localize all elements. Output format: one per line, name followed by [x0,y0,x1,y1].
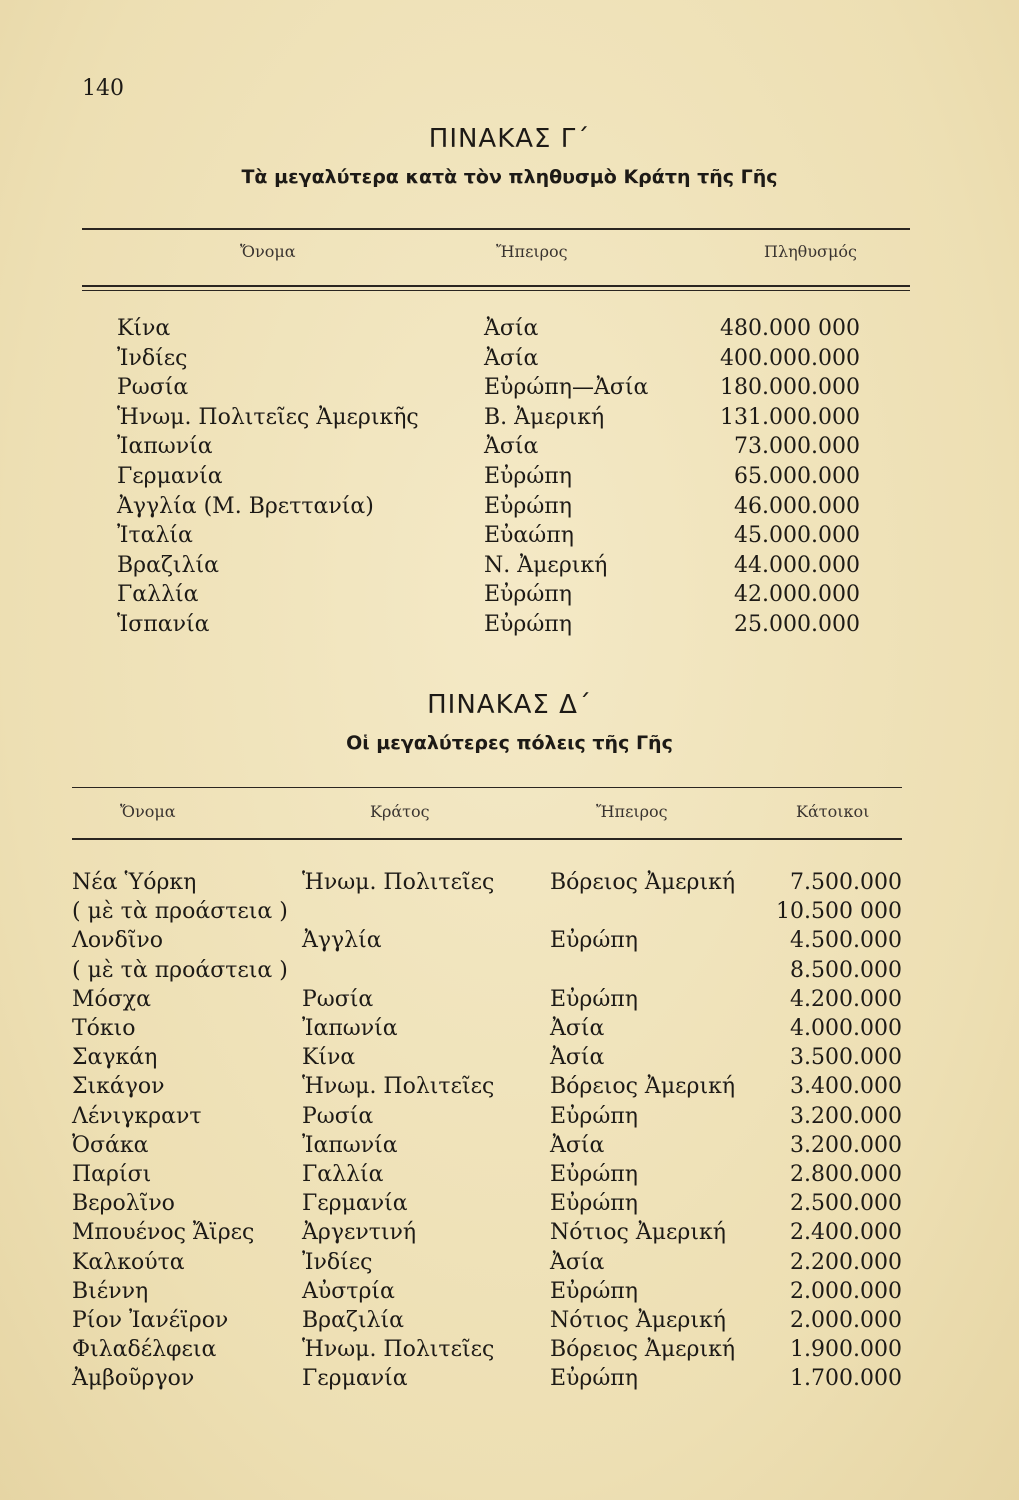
population: 400.000.000 [720,345,860,371]
table-row [0,928,1019,958]
state: Αὐστρία [302,1278,395,1304]
continent: Εὐρώπη [550,1162,638,1187]
table-row [0,899,1019,929]
city-name: Ὀσάκα [72,1132,149,1158]
table-d-header-name: Ὄνομα [120,802,176,821]
table-row [0,987,1019,1017]
continent: Εὐρώπη [484,612,572,637]
continent: Ἀσία [550,1249,605,1275]
population: 480.000 000 [720,316,860,341]
table-g-subtitle: Τὰ μεγαλύτερα κατὰ τὸν πληθυσμὸ Κράτη τῆς Γῆς [241,166,778,188]
population: 42.000.000 [734,582,860,608]
city-name: Ἀμβοῦργον [72,1366,195,1392]
continent: Ἀσία [550,1132,605,1158]
table-row [0,316,1019,346]
inhabitants: 3.200.000 [790,1103,902,1129]
table-g-header-population: Πληθυσμός [764,242,857,261]
inhabitants: 4.200.000 [790,986,902,1012]
state-name: Ἰταλία [117,523,193,549]
state-name: Ἰαπωνία [117,434,213,460]
population: 65.000.000 [734,464,860,489]
city-name: Σαγκάη [72,1045,158,1071]
state-name: Κίνα [117,316,171,341]
continent: Βόρειος Ἀμερική [550,1074,736,1100]
table-row [0,523,1019,553]
table-row [0,1337,1019,1367]
inhabitants: 2.000.000 [790,1308,902,1333]
population: 44.000.000 [734,552,860,578]
table-row [0,1308,1019,1338]
continent: Β. Ἀμερική [484,404,605,430]
table-row [0,1104,1019,1134]
city-name: ( μὲ τὰ προάστεια ) [72,899,288,925]
continent: Βόρειος Ἀμερική [550,1337,736,1363]
table-g-header-rule [82,285,910,287]
city-name: Ρίον Ἰανέϊρον [72,1308,229,1333]
continent: Εὐρώπη [484,464,572,489]
population: 180.000.000 [720,375,860,401]
state: Ἡνωμ. Πολιτεῖες [302,1074,495,1100]
continent: Εὐρώπη [550,1191,638,1217]
table-row [0,553,1019,583]
table-row [0,464,1019,494]
continent: Νότιος Ἀμερική [550,1308,726,1333]
state: Γαλλία [302,1162,384,1187]
table-g-header-rule-thin [82,290,910,291]
continent: Εὐρώπη [484,582,572,608]
state: Ἀργεντινή [302,1220,417,1246]
table-row [0,405,1019,435]
continent: Ἀσία [484,434,539,460]
table-row [0,612,1019,642]
inhabitants: 4.500.000 [790,928,902,954]
continent: Νότιος Ἀμερική [550,1220,726,1246]
table-d-subtitle: Οἱ μεγαλύτερες πόλεις τῆς Γῆς [346,732,673,754]
table-row [0,1162,1019,1192]
table-row [0,1366,1019,1396]
state: Βραζιλία [302,1308,404,1333]
city-name: Βιέννη [72,1278,149,1304]
city-name: Βερολῖνο [72,1191,175,1217]
city-name: Καλκούτα [72,1249,185,1275]
inhabitants: 1.700.000 [790,1366,902,1392]
state-name: Ἱσπανία [117,612,210,637]
table-row [0,1045,1019,1075]
state-name: Γαλλία [117,582,199,608]
state: Ρωσία [302,986,374,1012]
continent: Βόρειος Ἀμερική [550,870,736,895]
table-row [0,346,1019,376]
table-row [0,958,1019,988]
continent: Εὐρώπη [484,493,572,519]
state: Ἰαπωνία [302,1132,398,1158]
city-name: Σικάγον [72,1074,165,1100]
table-d-header-inhabitants: Κάτοικοι [796,802,870,821]
continent: Εὐρώπη [550,928,638,954]
city-name: Λονδῖνο [72,928,163,954]
state: Γερμανία [302,1191,408,1217]
continent: Εὐαώπη [484,523,574,549]
population: 25.000.000 [734,612,860,637]
table-row [0,375,1019,405]
table-g-top-rule [82,228,910,230]
city-name: Λένιγκραντ [72,1103,202,1129]
city-name: Φιλαδέλφεια [72,1337,217,1363]
state: Γερμανία [302,1366,408,1392]
continent: Ἀσία [550,1016,605,1041]
state-name: Ἀγγλία (Μ. Βρεττανία) [117,493,374,519]
inhabitants: 2.500.000 [790,1191,902,1217]
inhabitants: 7.500.000 [790,870,902,895]
city-name: Παρίσι [72,1162,152,1187]
table-row [0,494,1019,524]
state: Ἰαπωνία [302,1016,398,1041]
continent: Εὐρώπη [550,1103,638,1129]
population: 73.000.000 [734,434,860,460]
city-name: Τόκιο [72,1016,136,1041]
state: Κίνα [302,1045,356,1071]
table-row [0,1220,1019,1250]
continent: Ἀσία [484,345,539,371]
inhabitants: 3.200.000 [790,1132,902,1158]
inhabitants: 2.400.000 [790,1220,902,1246]
table-g-header-name: Ὄνομα [240,242,296,261]
continent: Εὐρώπη [550,1366,638,1392]
state: Ἡνωμ. Πολιτεῖες [302,1337,495,1363]
inhabitants: 2.200.000 [790,1249,902,1275]
city-name: Νέα Ὑόρκη [72,870,197,895]
inhabitants: 10.500 000 [776,899,902,925]
table-row [0,1191,1019,1221]
inhabitants: 1.900.000 [790,1337,902,1363]
table-row [0,1279,1019,1309]
table-d-header-continent: Ἤπειρος [596,802,668,821]
continent: Εὐρώπη [550,1278,638,1304]
table-row [0,582,1019,612]
population: 45.000.000 [734,523,860,549]
table-d-header-rule [72,838,902,840]
state: Ἰνδίες [302,1249,373,1275]
continent: Ν. Ἀμερική [484,552,608,578]
city-name: Μόσχα [72,986,151,1012]
state: Ἀγγλία [302,928,382,954]
state-name: Βραζιλία [117,552,219,578]
inhabitants: 3.400.000 [790,1074,902,1100]
continent: Εὐρώπη—Ἀσία [484,375,649,401]
table-row [0,1074,1019,1104]
population: 131.000.000 [720,404,860,430]
state-name: Γερμανία [117,464,223,489]
table-g-header-continent: Ἤπειρος [496,242,568,261]
city-name: ( μὲ τὰ προάστεια ) [72,957,288,983]
state-name: Ἡνωμ. Πολιτεῖες Ἀμερικῆς [117,404,419,430]
table-d-title: ΠΙΝΑΚΑΣ Δ΄ [427,690,592,720]
table-d-header-state: Κράτος [370,802,430,821]
table-row [0,434,1019,464]
table-row [0,1133,1019,1163]
table-row [0,1250,1019,1280]
table-d-top-rule [72,787,902,788]
state: Ἡνωμ. Πολιτεῖες [302,870,495,895]
continent: Ἀσία [550,1045,605,1071]
inhabitants: 2.800.000 [790,1162,902,1187]
continent: Ἀσία [484,316,539,341]
page-number: 140 [82,76,124,101]
table-row [0,1016,1019,1046]
inhabitants: 3.500.000 [790,1045,902,1071]
table-g-title: ΠΙΝΑΚΑΣ Γ΄ [428,124,591,154]
inhabitants: 8.500.000 [790,957,902,983]
state-name: Ρωσία [117,375,189,401]
inhabitants: 4.000.000 [790,1016,902,1041]
inhabitants: 2.000.000 [790,1278,902,1304]
city-name: Μπουένος Ἄϊρες [72,1220,255,1246]
state-name: Ἰνδίες [117,345,188,371]
table-row [0,870,1019,900]
continent: Εὐρώπη [550,986,638,1012]
population: 46.000.000 [734,493,860,519]
state: Ρωσία [302,1103,374,1129]
